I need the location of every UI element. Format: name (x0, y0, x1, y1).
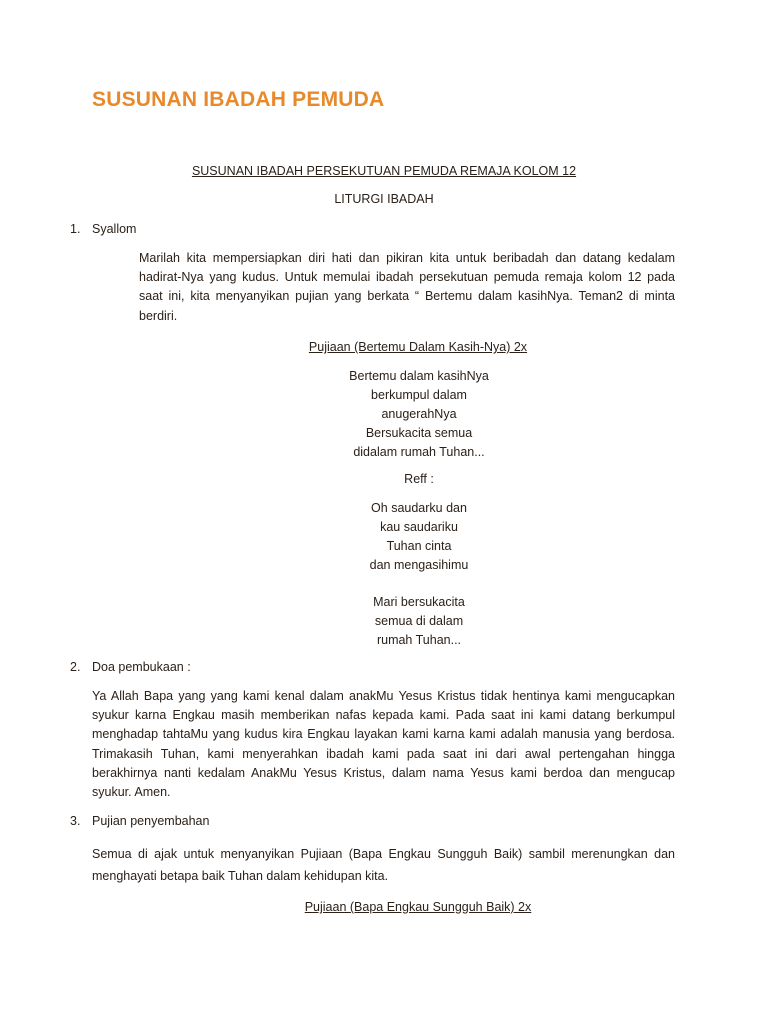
lyric-line: Tuhan cinta (386, 539, 452, 553)
lyric-line: kau saudariku (380, 520, 458, 534)
section-3-heading (70, 814, 209, 828)
section-1-paragraph: Marilah kita mempersiapkan diri hati dan pikiran kita untuk beribadah dan datang kedalam hadirat-Nya yang kudus. Untuk memulai ibadah persekutuan pemuda remaja kolom 12 pada saat ini, kita menyanyikan pujian yang berkata “ Bertemu dalam kasihNya. Teman2 di minta berdiri. (139, 251, 675, 323)
lyric-line: Bersukacita semua (365, 426, 473, 440)
lyric-line: Mari bersukacita (373, 595, 465, 609)
song-reff (0, 499, 768, 575)
song-title-1: Pujiaan (Bertemu Dalam Kasih-Nya) 2x (308, 340, 528, 354)
lyric-line: dan mengasihimu (369, 558, 469, 572)
section-number: 2. (70, 660, 81, 674)
lyric-line: rumah Tuhan... (376, 633, 462, 647)
lyric-line: Bertemu dalam kasihNya (349, 369, 489, 383)
lyric-line: anugerahNya (381, 407, 457, 421)
reff-label: Reff : (404, 472, 434, 486)
song-reff-2 (0, 593, 768, 650)
section-title: Doa pembukaan : (92, 660, 191, 674)
section-title: Pujian penyembahan (92, 814, 210, 828)
section-number: 3. (70, 814, 81, 828)
section-1-heading (70, 222, 136, 236)
page-title: SUSUNAN IBADAH PEMUDA (92, 88, 385, 111)
song-title-3: Pujiaan (Bapa Engkau Sungguh Baik) 2x (304, 900, 532, 914)
lyric-line: didalam rumah Tuhan... (353, 445, 485, 459)
song-verse (0, 367, 768, 462)
section-number: 1. (70, 222, 81, 236)
document-heading: SUSUNAN IBADAH PERSEKUTUAN PEMUDA REMAJA KOLOM 12 (191, 164, 577, 178)
section-3-paragraph: Semua di ajak untuk menyanyikan Pujiaan (Bapa Engkau Sungguh Baik) sambil merenungkan dan menghayati betapa baik Tuhan dalam kehidupan kita. (92, 847, 675, 883)
sub-heading: LITURGI IBADAH (334, 192, 434, 206)
section-title: Syallom (92, 222, 137, 236)
section-2-heading (70, 660, 191, 674)
lyric-line: berkumpul dalam (371, 388, 467, 402)
section-2-paragraph: Ya Allah Bapa yang yang kami kenal dalam anakMu Yesus Kristus tidak hentinya kami mengucapkan syukur karna Engkau masih memberikan nafas kepada kami. Pada saat ini kami datang berkumpul menghadap tahtaMu yang kudus kira Engkau layakan kami karna kami adalah manusia yang berdosa. Trimakasih Tuhan, kami menyerahkan ibadah kami pada saat ini dari awal pertengahan hingga berakhirnya nanti kedalam AnakMu Yesus Kristus, dalam nama Yesus kami berdoa dan mengucap syukur. Amen. (92, 689, 675, 800)
lyric-line: semua di dalam (374, 614, 464, 628)
lyric-line: Oh saudarku dan (371, 501, 467, 515)
